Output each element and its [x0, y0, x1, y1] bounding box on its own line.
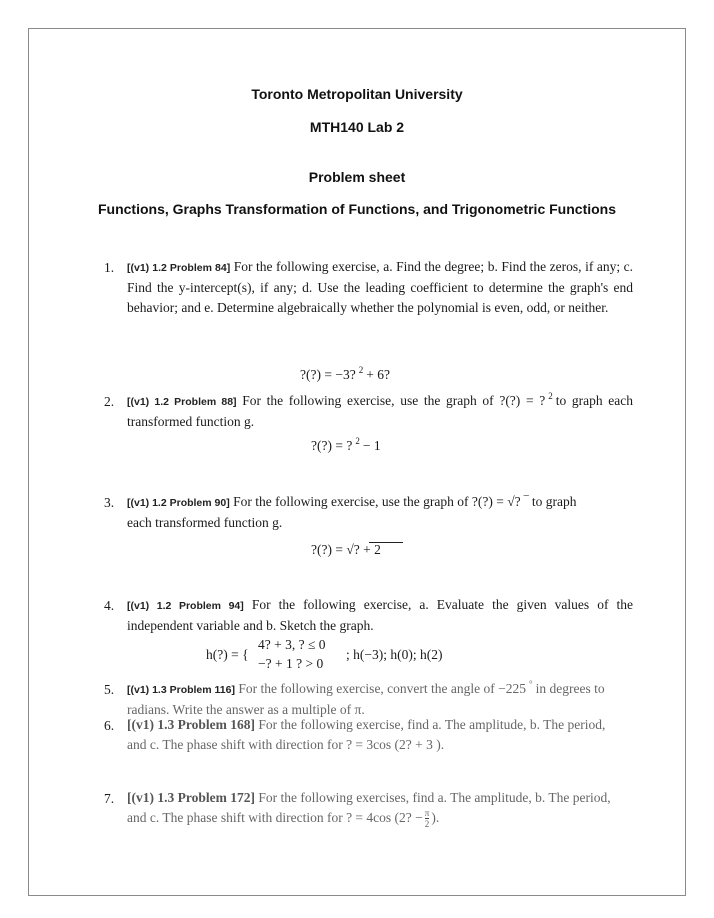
problem-4-number: 4. — [104, 598, 115, 613]
problem-7-body-a: For the following exercises, find a. The amplitude, b. The period, — [258, 790, 611, 805]
problem-6-body-b: and c. The phase shift with direction for ? = 3cos (2? + 3 ). — [127, 737, 445, 752]
problem-7-number: 7. — [104, 791, 115, 806]
problem-7-text — [127, 788, 633, 829]
problem-3-equation: ?(?) = √? + 2 — [311, 542, 381, 557]
problem-5-text — [127, 679, 633, 720]
piecewise-values: ; h(−3); h(0); h(2) — [346, 647, 443, 662]
problem-1-equation — [300, 367, 390, 383]
problem-5-body-a: For the following exercise, convert the angle of −225 — [238, 681, 526, 696]
eq1-exp: 2 — [358, 365, 364, 375]
fraction-numerator: π — [424, 808, 430, 819]
problem-2-tag: [(v1) 1.2 Problem 88] — [127, 396, 237, 408]
topic-title: Functions, Graphs Transformation of Functions, and Trigonometric Functions — [97, 201, 617, 217]
problem-3-number: 3. — [104, 495, 115, 510]
problem-4-tag: [(v1) 1.2 Problem 94] — [127, 600, 244, 612]
problem-3-text — [127, 492, 633, 533]
problem-7-tag: [(v1) 1.3 Problem 172] — [127, 790, 255, 805]
page-frame — [28, 28, 686, 896]
problem-2-equation — [311, 438, 381, 454]
piecewise-case-2: −? + 1 ? > 0 — [258, 656, 324, 671]
problem-7-body-c: ). — [431, 810, 440, 825]
problem-5-body-b: in degrees to — [535, 681, 605, 696]
problem-3-tag: [(v1) 1.2 Problem 90] — [127, 497, 230, 509]
problem-2-body-a: For the following exercise, use the graph of ?(?) = ? — [242, 393, 546, 408]
eq1-tail: + 6? — [366, 367, 390, 382]
problem-3-body-b: to graph — [531, 494, 577, 509]
problem-2-text — [127, 391, 633, 432]
problem-4-text — [127, 595, 633, 636]
problem-3-body-c: each transformed function g. — [127, 515, 283, 530]
problem-3-body-a: For the following exercise, use the graph of ?(?) = √? ‾ — [233, 494, 529, 509]
eq2-main: ?(?) = ? — [311, 438, 353, 453]
sheet-title: Problem sheet — [308, 169, 406, 185]
problem-6-body-a: For the following exercise, find a. The amplitude, b. The period, — [258, 717, 606, 732]
degree-symbol: ° — [529, 679, 533, 689]
course-title: MTH140 Lab 2 — [309, 119, 405, 135]
problem-4-body: For the following exercise, a. Evaluate the given values of the independent variable and b. Sketch the graph. — [127, 597, 634, 633]
problem-1-number: 1. — [104, 260, 115, 275]
eq1-main: ?(?) = −3? — [300, 367, 356, 382]
problem-6-text — [127, 715, 633, 755]
eq2-tail: − 1 — [362, 438, 381, 453]
problem-5-number: 5. — [104, 682, 115, 697]
fraction-denominator: 2 — [424, 819, 430, 830]
problem-2-number: 2. — [104, 394, 115, 409]
piecewise-lhs: h(?) = { — [206, 647, 249, 662]
problem-5-body-c: radians. Write the answer as a multiple of π. — [127, 702, 365, 717]
problem-6-tag: [(v1) 1.3 Problem 168] — [127, 717, 255, 732]
problem-2-body-exp: 2 — [548, 391, 553, 401]
problem-6-number: 6. — [104, 718, 115, 733]
pi-over-2-fraction — [425, 808, 430, 829]
university-title: Toronto Metropolitan University — [251, 86, 463, 102]
problem-1-body: For the following exercise, a. Find the degree; b. Find the zeros, if any; c. Find the y-intercept(s), if any; d. Use the leading coefficient to determine the graph's end behavior; and e. Determine algebraically whether the polynomial is even, odd, or neither. — [127, 259, 633, 315]
problem-5-tag: [(v1) 1.3 Problem 116] — [127, 684, 235, 696]
problem-7-body-b: and c. The phase shift with direction for ? = 4cos (2? − — [127, 810, 423, 825]
problem-1-tag: [(v1) 1.2 Problem 84] — [127, 262, 231, 274]
eq2-exp: 2 — [355, 436, 360, 446]
piecewise-case-1: 4? + 3, ? ≤ 0 — [258, 637, 326, 652]
problem-1-text — [127, 257, 633, 318]
problem-2-body-b: to graph each transformed function g. — [127, 393, 634, 429]
